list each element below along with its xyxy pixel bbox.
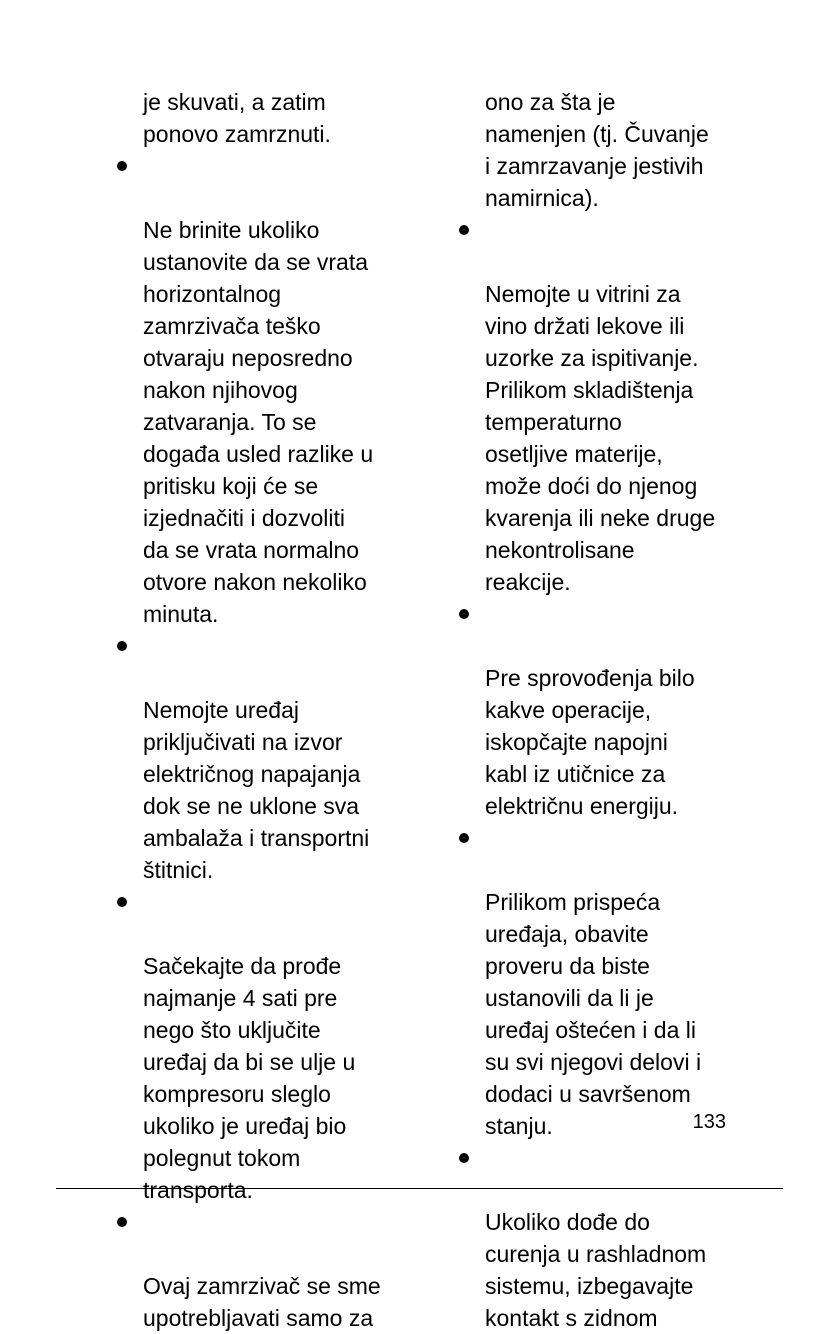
list-item-text: Pre sprovođenja bilo kakve operacije, iskopčajte napojni kabl iz utičnice za električnu energiju.	[485, 665, 695, 819]
list-item	[454, 822, 754, 1142]
right-continuation-text: ono za šta je namenjen (tj. Čuvanje i zamrzavanje jestivih namirnica).	[485, 89, 709, 211]
footer-divider	[56, 1188, 783, 1189]
list-item	[454, 598, 754, 822]
left-column	[112, 86, 402, 1334]
list-item	[454, 214, 754, 598]
left-bullet-list	[112, 150, 402, 1334]
list-item	[454, 1142, 754, 1334]
bullet-icon	[117, 1217, 127, 1227]
bullet-icon	[117, 161, 127, 171]
bullet-icon	[459, 225, 469, 235]
list-item	[112, 886, 402, 1206]
bullet-icon	[117, 641, 127, 651]
bullet-icon	[117, 897, 127, 907]
list-item-text: Ukoliko dođe do curenja u rashladnom sistemu, izbegavajte kontakt s zidnom	[485, 1209, 707, 1331]
list-item	[112, 150, 402, 630]
page-number: 133	[692, 1111, 726, 1133]
bullet-icon	[459, 609, 469, 619]
left-continuation-text: je skuvati, a zatim ponovo zamrznuti.	[143, 89, 331, 147]
bullet-icon	[459, 1153, 469, 1163]
list-item-text: Ne brinite ukoliko ustanovite da se vrata horizontalnog zamrzivača teško otvaraju neposredno nakon njihovog zatvaranja. To se događa usled razlike u pritisku koji će se izjednačiti i dozvoliti da se vrata normalno otvore nakon nekoliko minuta.	[143, 217, 374, 627]
list-item-text: Ovaj zamrzivač se sme upotrebljavati samo za	[143, 1273, 381, 1331]
list-item	[112, 1206, 402, 1334]
right-bullet-list	[454, 214, 754, 1334]
bullet-icon	[459, 833, 469, 843]
list-item-text: Prilikom prispeća uređaja, obavite proveru da biste ustanovili da li je uređaj oštećen i da li su svi njegovi delovi i dodaci u savršenom stanju.	[485, 889, 702, 1139]
list-item-text: Sačekajte da prođe najmanje 4 sati pre nego što uključite uređaj da bi se ulje u kompresoru sleglo ukoliko je uređaj bio polegnut tokom transporta.	[143, 953, 356, 1203]
list-item-text: Nemojte u vitrini za vino držati lekove ili uzorke za ispitivanje. Prilikom skladištenja temperaturno osetljive materije, može doći do njenog kvarenja ili neke druge nekontrolisane reakcije.	[485, 281, 716, 595]
list-item	[112, 630, 402, 886]
list-item-text: Nemojte uređaj priključivati na izvor električnog napajanja dok se ne uklone sva ambalaža i transportni štitnici.	[143, 697, 370, 883]
right-column	[454, 86, 754, 1334]
